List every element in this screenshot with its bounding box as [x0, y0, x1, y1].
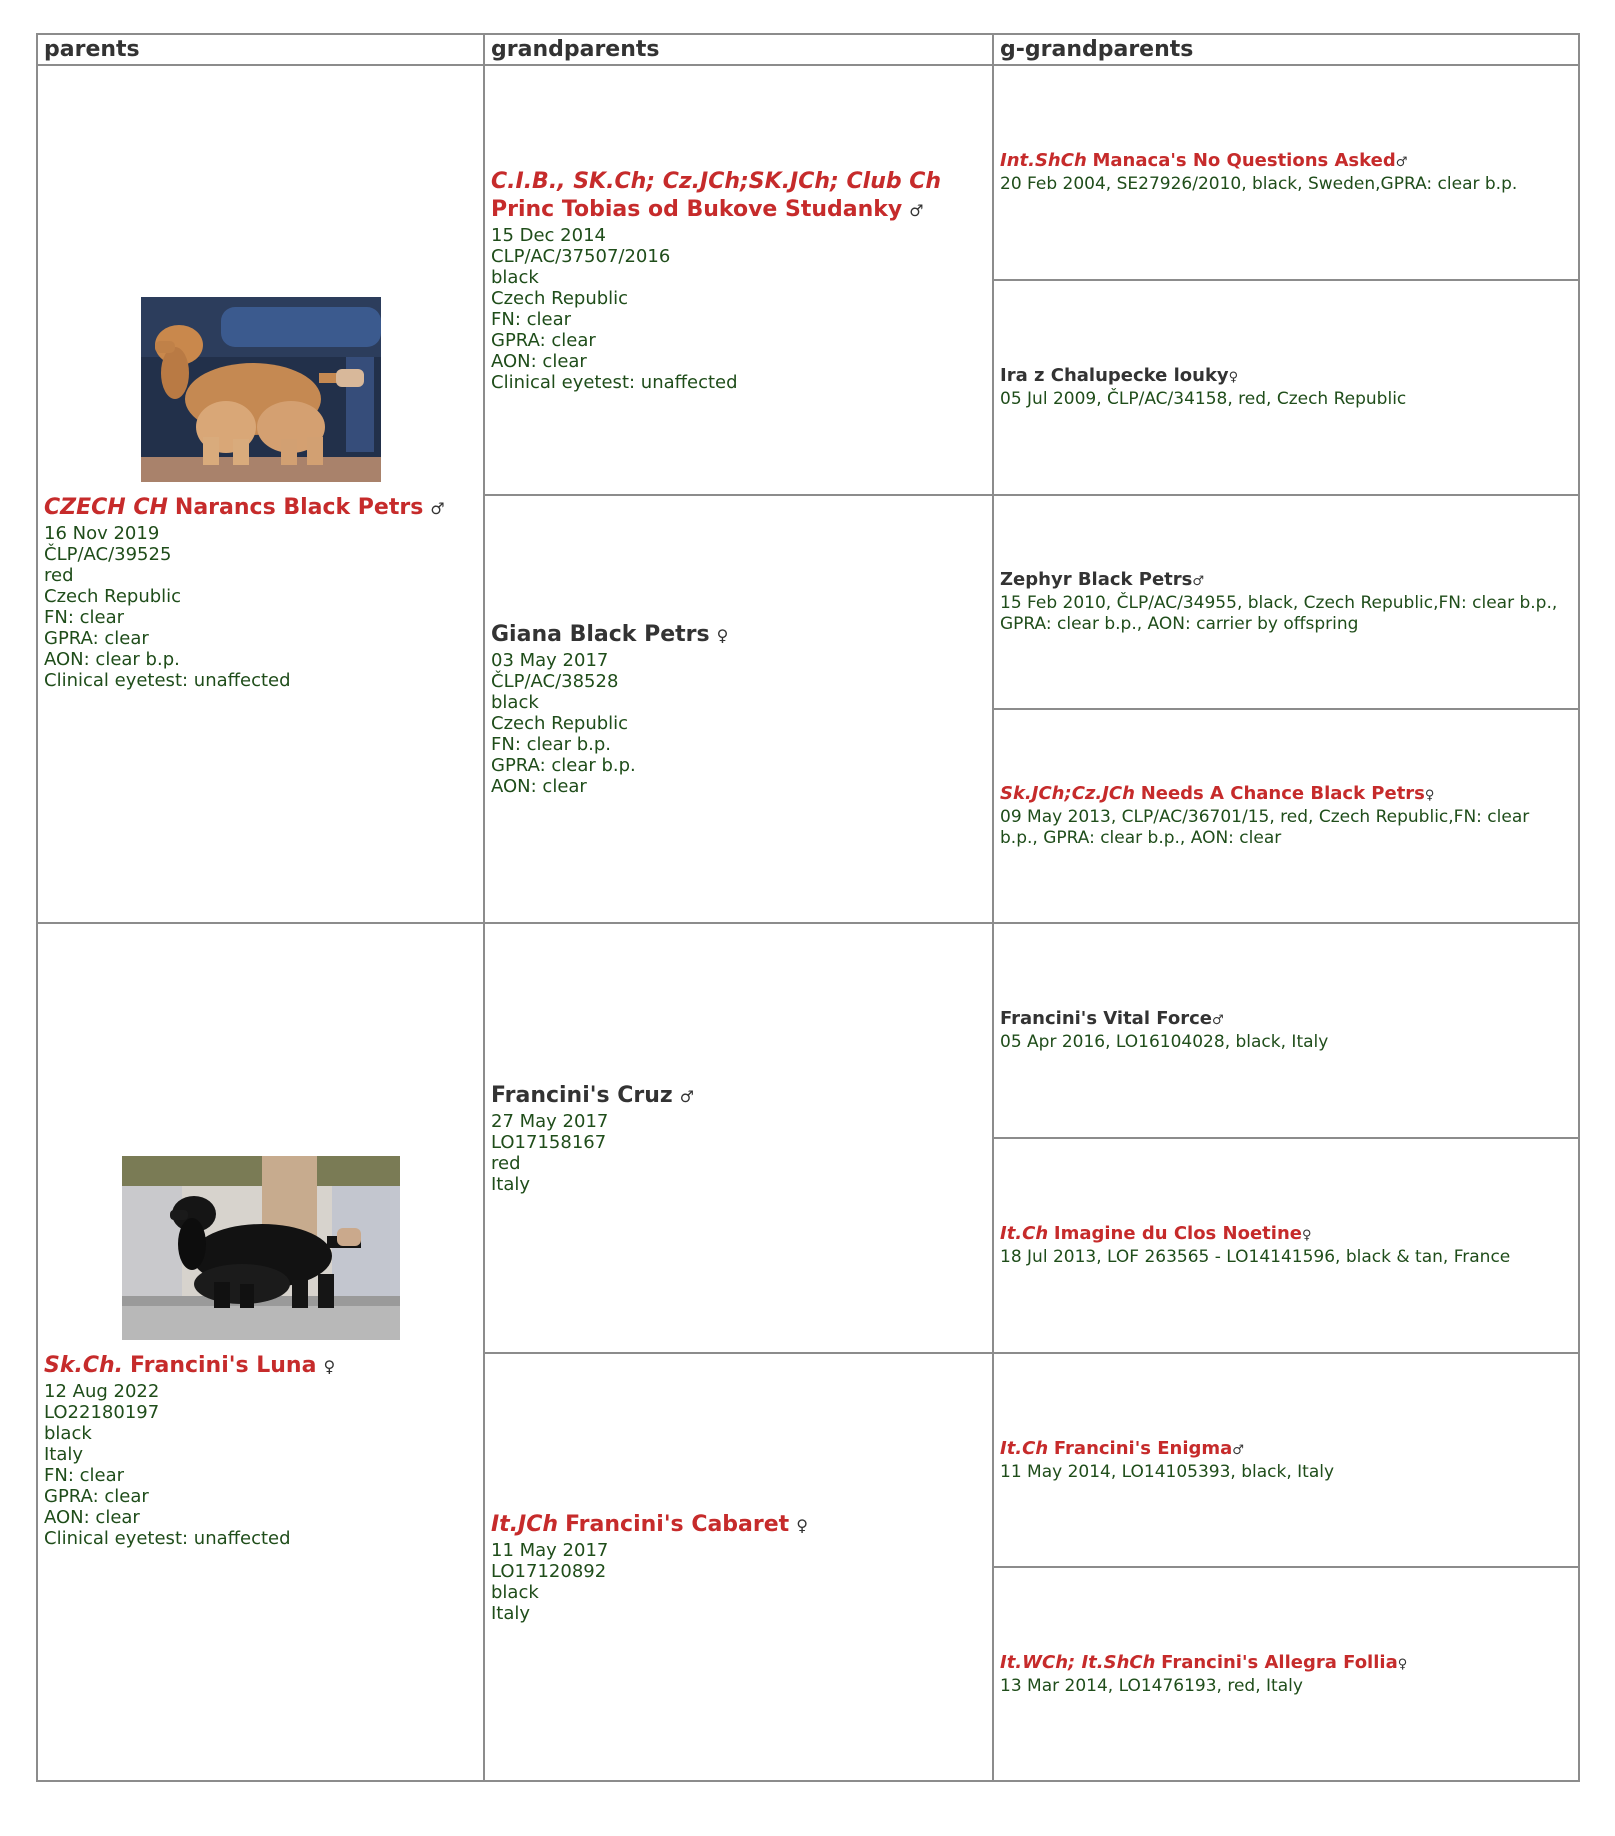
grandparent-cell — [484, 495, 993, 923]
male-icon: ♂ — [1232, 1442, 1244, 1458]
dog-details: 20 Feb 2004, SE27926/2010, black, Sweden,GPRA: clear b.p. — [1000, 174, 1518, 194]
dog-name: Francini's Cruz — [491, 1082, 673, 1108]
grandparent-cell — [484, 923, 993, 1353]
dog-details: 15 Feb 2010, ČLP/AC/34955, black, Czech Republic,FN: clear b.p., GPRA: clear b.p., AON: carrier by offspring — [1000, 593, 1558, 634]
g-grandparent-cell — [993, 1138, 1579, 1353]
black-cocker-spaniel-photo — [122, 1156, 400, 1340]
country: Czech Republic — [44, 586, 182, 607]
parent-sire-cell — [37, 65, 484, 923]
g-grandparent-cell — [993, 709, 1579, 923]
coat-color: black — [44, 1422, 92, 1444]
male-icon: ♂ — [430, 499, 445, 518]
dog-name: Princ Tobias od Bukove Studanky — [491, 196, 903, 222]
health-gpra: GPRA: clear — [44, 628, 149, 649]
title-prefix: Int.ShCh — [1000, 150, 1087, 171]
dog-name: Francini's Cabaret — [565, 1511, 790, 1537]
title-prefix: It.JCh — [491, 1511, 559, 1537]
birth-date: 03 May 2017 — [491, 650, 609, 671]
g-grandparent-headline — [1000, 150, 1572, 174]
g-grandparent-cell — [993, 65, 1579, 280]
dog-name: Ira z Chalupecke louky — [1000, 365, 1229, 386]
health-aon: AON: clear — [491, 350, 587, 372]
title-prefix: It.Ch — [1000, 1223, 1049, 1244]
coat-color: red — [44, 565, 74, 586]
health-fn: FN: clear — [44, 1464, 125, 1486]
coat-color: red — [491, 1152, 521, 1174]
parent-sire-headline — [44, 494, 477, 523]
health-aon: AON: clear b.p. — [44, 649, 180, 670]
g-grandparent-headline — [1000, 783, 1572, 807]
health-eyetest: Clinical eyetest: unaffected — [44, 1527, 291, 1549]
country: Italy — [491, 1602, 531, 1624]
health-eyetest: Clinical eyetest: unaffected — [44, 670, 291, 691]
dog-details: 09 May 2013, CLP/AC/36701/15, red, Czech Republic,FN: clear b.p., GPRA: clear b.p., AON: clear — [1000, 807, 1530, 848]
dog-name: Imagine du Clos Noetine — [1053, 1223, 1302, 1244]
dog-details: 05 Jul 2009, ČLP/AC/34158, red, Czech Republic — [1000, 389, 1407, 409]
dog-name: Giana Black Petrs — [491, 622, 710, 647]
registration-number: ČLP/AC/39525 — [44, 544, 172, 565]
male-icon: ♂ — [909, 200, 924, 220]
registration-number: LO17120892 — [491, 1560, 607, 1582]
coat-color: black — [491, 266, 539, 288]
dog-name: Zephyr Black Petrs — [1000, 569, 1193, 590]
grandparent-headline — [491, 1511, 986, 1540]
registration-number: CLP/AC/37507/2016 — [491, 245, 671, 267]
g-grandparent-headline — [1000, 1223, 1572, 1247]
dog-details: 11 May 2014, LO14105393, black, Italy — [1000, 1461, 1335, 1482]
coat-color: black — [491, 692, 539, 713]
dog-name: Francini's Enigma — [1053, 1437, 1233, 1459]
title-prefix: It.Ch — [1000, 1437, 1049, 1459]
dog-name: Needs A Chance Black Petrs — [1140, 783, 1425, 804]
g-grandparent-cell — [993, 923, 1579, 1138]
title-prefix: It.WCh; It.ShCh — [1000, 1651, 1156, 1673]
dog-name: Francini's Vital Force — [1000, 1008, 1212, 1029]
header-parents: parents — [37, 34, 484, 65]
birth-date: 15 Dec 2014 — [491, 224, 606, 246]
dog-details — [491, 1111, 986, 1195]
registration-number: LO17158167 — [491, 1131, 607, 1153]
dog-details — [491, 1540, 986, 1624]
health-gpra: GPRA: clear — [44, 1485, 149, 1507]
dog-name: Francini's Allegra Follia — [1161, 1651, 1398, 1673]
registration-number: ČLP/AC/38528 — [491, 671, 619, 692]
title-prefix: Sk.Ch. — [44, 1352, 123, 1378]
health-fn: FN: clear b.p. — [491, 734, 612, 755]
dog-details — [44, 1381, 477, 1549]
parent-dam-cell — [37, 923, 484, 1781]
birth-date: 16 Nov 2019 — [44, 523, 160, 544]
grandparent-headline — [491, 168, 986, 225]
female-icon: ♀ — [1228, 370, 1239, 385]
dog-details — [491, 650, 986, 797]
grandparent-cell — [484, 65, 993, 495]
birth-date: 27 May 2017 — [491, 1110, 609, 1132]
health-aon: AON: clear — [44, 1506, 140, 1528]
female-icon: ♀ — [1397, 1656, 1408, 1672]
g-grandparent-headline — [1000, 365, 1572, 389]
birth-date: 12 Aug 2022 — [44, 1380, 160, 1402]
g-grandparent-cell — [993, 280, 1579, 495]
health-aon: AON: clear — [491, 776, 587, 797]
dog-name: Narancs Black Petrs — [174, 495, 424, 520]
dog-details — [491, 225, 986, 393]
g-grandparent-cell — [993, 1567, 1579, 1781]
g-grandparent-headline — [1000, 569, 1572, 593]
g-grandparent-cell — [993, 495, 1579, 709]
dog-details: 13 Mar 2014, LO1476193, red, Italy — [1000, 1675, 1303, 1696]
health-gpra: GPRA: clear b.p. — [491, 755, 636, 776]
country: Italy — [491, 1173, 531, 1195]
male-icon: ♂ — [679, 1086, 695, 1106]
dog-details — [44, 523, 477, 691]
female-icon: ♀ — [323, 1356, 336, 1376]
red-cocker-spaniel-photo — [141, 297, 381, 482]
country: Czech Republic — [491, 287, 629, 309]
dog-name: Francini's Luna — [130, 1352, 317, 1378]
dog-name: Manaca's No Questions Asked — [1092, 150, 1396, 171]
header-row — [37, 34, 1579, 65]
g-grandparent-headline — [1000, 1652, 1572, 1676]
dog-details: 18 Jul 2013, LOF 263565 - LO14141596, black & tan, France — [1000, 1247, 1511, 1267]
grandparent-headline — [491, 621, 986, 650]
title-prefix: Sk.JCh;Cz.JCh — [1000, 783, 1135, 804]
female-icon: ♀ — [1424, 788, 1435, 803]
female-icon: ♀ — [716, 626, 729, 645]
title-prefix: CZECH CH — [44, 495, 168, 520]
header-g-grandparents: g-grandparents — [993, 34, 1579, 65]
coat-color: black — [491, 1581, 539, 1603]
registration-number: LO22180197 — [44, 1401, 160, 1423]
g-grandparent-cell — [993, 1353, 1579, 1567]
health-eyetest: Clinical eyetest: unaffected — [491, 371, 738, 393]
country: Czech Republic — [491, 713, 629, 734]
male-icon: ♂ — [1395, 155, 1408, 170]
male-icon: ♂ — [1192, 574, 1205, 589]
female-icon: ♀ — [796, 1515, 808, 1535]
g-grandparent-headline — [1000, 1438, 1572, 1462]
header-grandparents: grandparents — [484, 34, 993, 65]
grandparent-headline — [491, 1082, 986, 1111]
male-icon: ♂ — [1211, 1013, 1224, 1028]
female-icon: ♀ — [1301, 1228, 1312, 1243]
g-grandparent-headline — [1000, 1008, 1572, 1032]
parent-dam-headline — [44, 1352, 477, 1381]
health-fn: FN: clear — [491, 308, 572, 330]
birth-date: 11 May 2017 — [491, 1539, 609, 1561]
health-fn: FN: clear — [44, 607, 125, 628]
health-gpra: GPRA: clear — [491, 329, 596, 351]
country: Italy — [44, 1443, 84, 1465]
dog-details: 05 Apr 2016, LO16104028, black, Italy — [1000, 1032, 1329, 1052]
pedigree-table — [36, 33, 1580, 1782]
title-prefix: C.I.B., SK.Ch; Cz.JCh;SK.JCh; Club Ch — [491, 168, 942, 194]
grandparent-cell — [484, 1353, 993, 1781]
